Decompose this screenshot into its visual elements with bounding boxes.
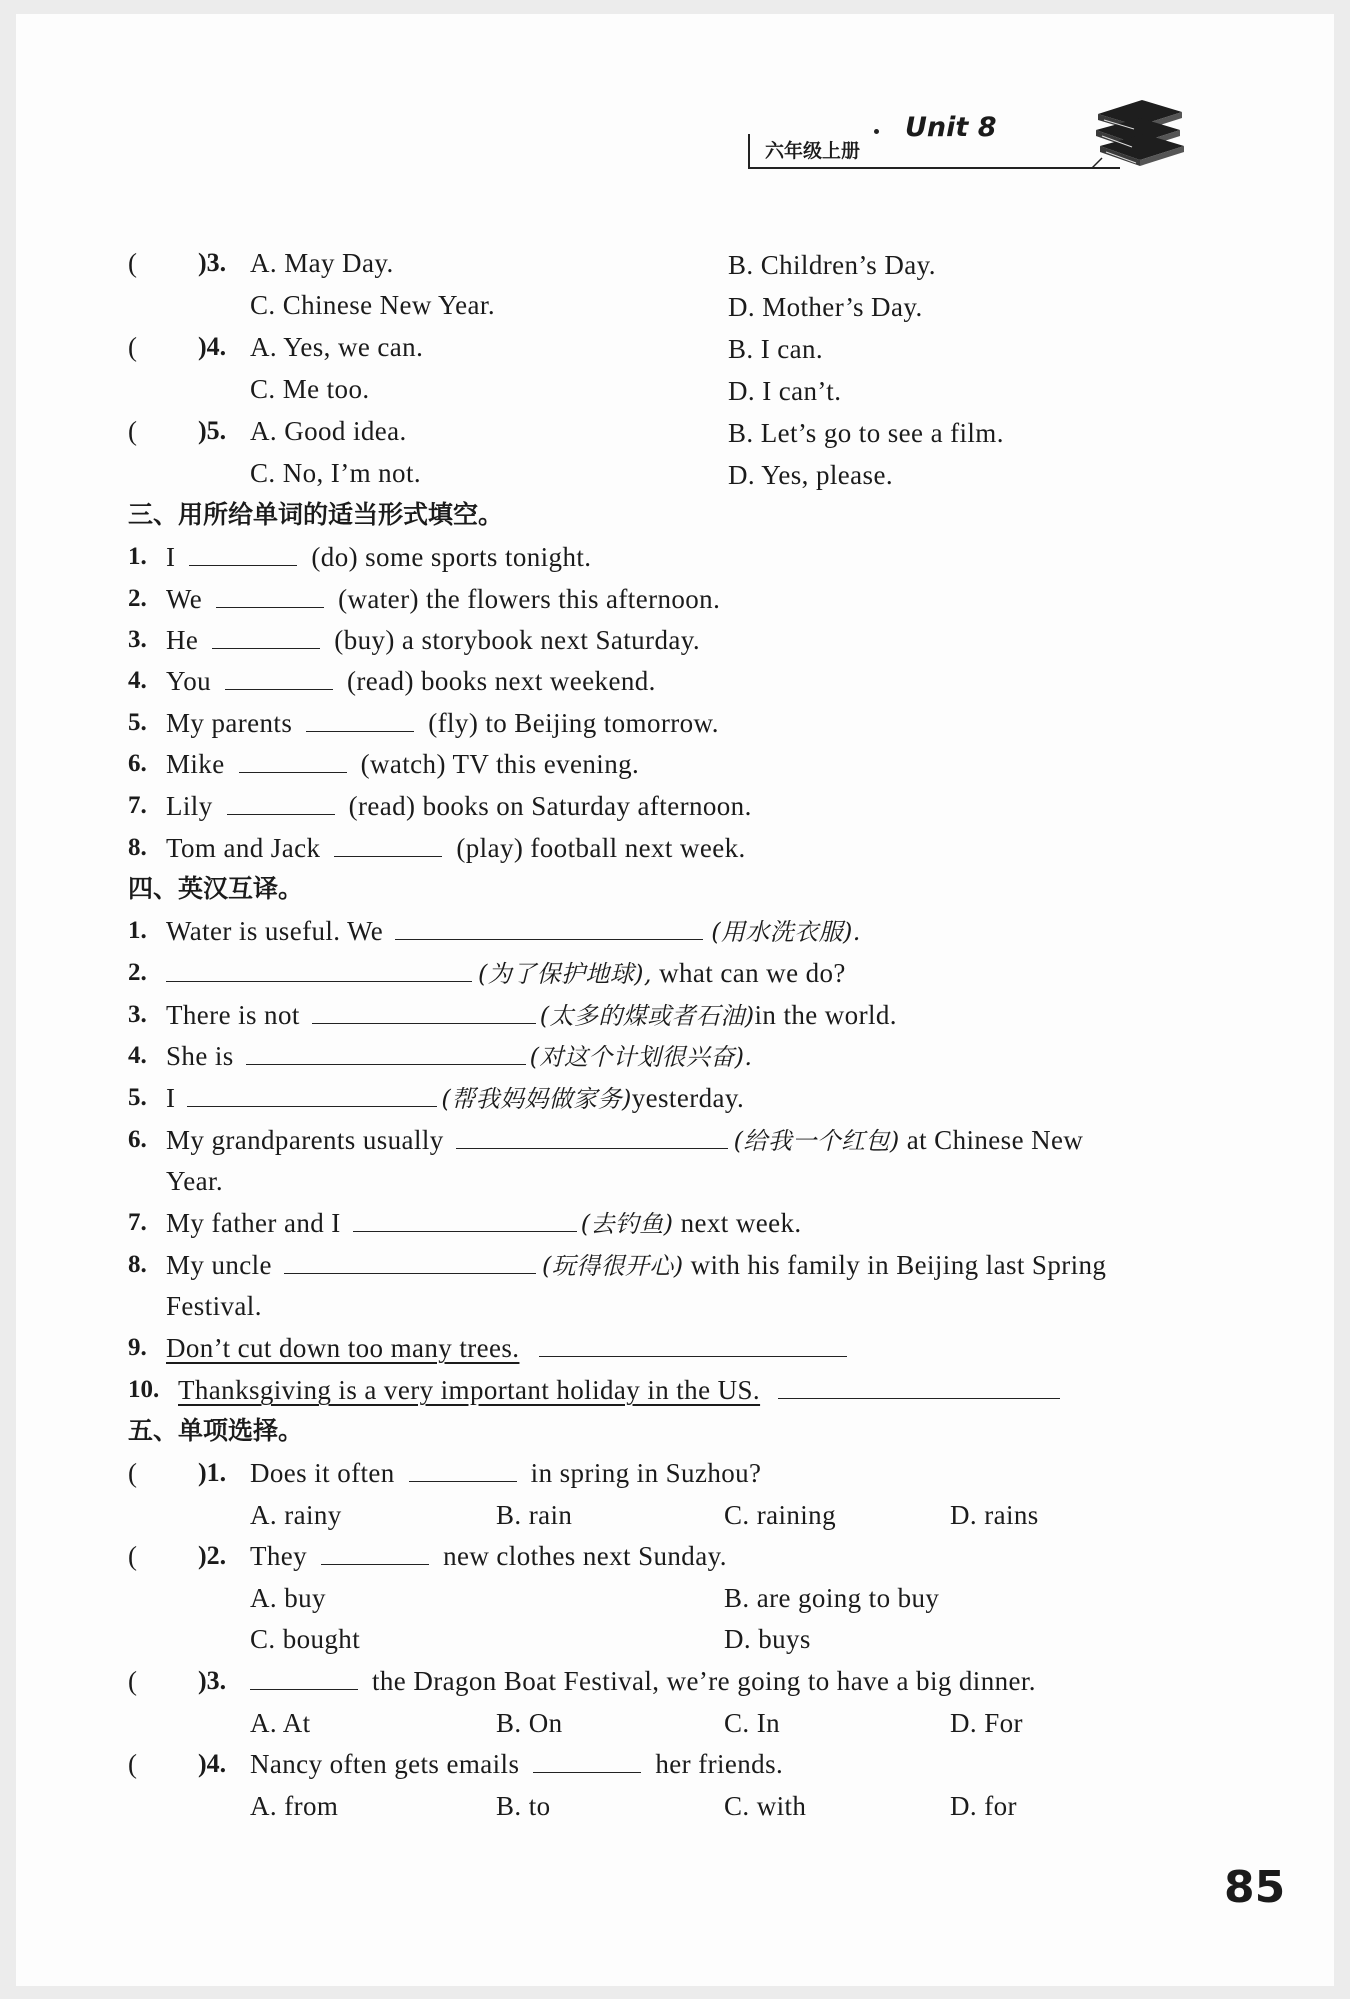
option-b: B. I can. xyxy=(728,334,824,364)
translate-item: My father and I (去钓鱼) next week. xyxy=(166,1208,802,1238)
question-number: )1. xyxy=(198,1458,227,1487)
answer-paren: ( xyxy=(128,1458,137,1488)
option-d: D. I can’t. xyxy=(728,376,842,406)
item-number: 4. xyxy=(128,667,147,694)
translate-item: She is (对这个计划很兴奋). xyxy=(166,1041,753,1071)
question-stem: Does it often in spring in Suzhou? xyxy=(250,1458,762,1488)
translate-item: There is not (太多的煤或者石油)in the world. xyxy=(166,1000,897,1030)
option-a: A. from xyxy=(250,1791,339,1821)
answer-blank[interactable] xyxy=(306,730,414,732)
answer-blank[interactable] xyxy=(239,771,347,773)
header-rule-vertical xyxy=(748,134,750,169)
option-d: D. for xyxy=(950,1791,1017,1821)
book-stack-icon xyxy=(1090,96,1186,176)
answer-paren: ( xyxy=(128,1666,137,1696)
item-number: 6. xyxy=(128,750,147,777)
answer-blank[interactable] xyxy=(189,564,297,566)
translate-item: Water is useful. We (用水洗衣服). xyxy=(166,916,861,946)
fill-item: Mike (watch) TV this evening. xyxy=(166,749,640,779)
question-number: )5. xyxy=(198,416,227,445)
option-a: A. May Day. xyxy=(250,248,394,278)
answer-paren: ( xyxy=(128,332,137,362)
item-number: 3. xyxy=(128,1001,147,1028)
option-c: C. bought xyxy=(250,1624,361,1654)
answer-blank[interactable] xyxy=(334,855,442,857)
option-d: D. rains xyxy=(950,1500,1039,1530)
answer-paren: ( xyxy=(128,1749,137,1779)
answer-blank[interactable] xyxy=(539,1355,847,1357)
page-number: 85 xyxy=(1224,1862,1286,1913)
fill-item: I (do) some sports tonight. xyxy=(166,542,592,572)
option-c: C. raining xyxy=(724,1500,836,1530)
translate-item: I (帮我妈妈做家务)yesterday. xyxy=(166,1083,745,1113)
section-3-title: 三、用所给单词的适当形式填空。 xyxy=(128,500,504,529)
item-number: 10. xyxy=(128,1376,160,1403)
translate-item: (为了保护地球), what can we do? xyxy=(166,960,846,987)
option-d: D. Mother’s Day. xyxy=(728,292,923,322)
option-c: C. In xyxy=(724,1708,780,1738)
option-a: A. rainy xyxy=(250,1500,342,1530)
answer-paren: ( xyxy=(128,1541,137,1571)
translate-item: Thanksgiving is a very important holiday in the US. xyxy=(178,1377,1060,1404)
option-a: A. buy xyxy=(250,1583,326,1613)
fill-item: You (read) books next weekend. xyxy=(166,666,656,696)
continuation-line: Festival. xyxy=(166,1291,262,1321)
unit-label: Unit 8 xyxy=(905,112,997,143)
item-number: 8. xyxy=(128,1251,147,1278)
question-number: )3. xyxy=(198,248,227,277)
option-b: B. to xyxy=(496,1791,551,1821)
option-b: B. rain xyxy=(496,1500,573,1530)
question-stem: the Dragon Boat Festival, we’re going to have a big dinner. xyxy=(250,1668,1036,1695)
question-number: )4. xyxy=(198,332,227,361)
option-c: C. Me too. xyxy=(250,374,370,404)
answer-blank[interactable] xyxy=(166,980,472,982)
answer-blank[interactable] xyxy=(246,1063,526,1065)
item-number: 5. xyxy=(128,1084,147,1111)
header-dot xyxy=(874,129,879,134)
answer-blank[interactable] xyxy=(395,938,703,940)
item-number: 2. xyxy=(128,959,147,986)
item-number: 2. xyxy=(128,585,147,612)
answer-blank[interactable] xyxy=(212,647,320,649)
answer-blank[interactable] xyxy=(284,1272,536,1274)
answer-blank[interactable] xyxy=(456,1147,728,1149)
item-number: 1. xyxy=(128,543,147,570)
option-d: D. For xyxy=(950,1708,1023,1738)
answer-blank[interactable] xyxy=(409,1480,517,1482)
item-number: 8. xyxy=(128,834,147,861)
option-c: C. Chinese New Year. xyxy=(250,290,495,320)
item-number: 4. xyxy=(128,1042,147,1069)
answer-blank[interactable] xyxy=(216,606,324,608)
answer-blank[interactable] xyxy=(187,1105,437,1107)
translate-item: My uncle (玩得很开心) with his family in Beijing last Spring xyxy=(166,1250,1107,1280)
question-number: )2. xyxy=(198,1541,227,1570)
item-number: 3. xyxy=(128,626,147,653)
question-stem: They new clothes next Sunday. xyxy=(250,1541,727,1571)
item-number: 6. xyxy=(128,1126,147,1153)
option-a: A. At xyxy=(250,1708,311,1738)
header-rule xyxy=(748,167,1120,169)
option-c: C. No, I’m not. xyxy=(250,458,421,488)
option-b: B. Children’s Day. xyxy=(728,250,936,280)
answer-blank[interactable] xyxy=(250,1688,358,1690)
option-b: B. On xyxy=(496,1708,563,1738)
item-number: 9. xyxy=(128,1334,147,1361)
fill-item: We (water) the flowers this afternoon. xyxy=(166,584,721,614)
item-number: 7. xyxy=(128,1209,147,1236)
translate-item: Don’t cut down too many trees. xyxy=(166,1335,847,1362)
answer-blank[interactable] xyxy=(225,688,333,690)
answer-blank[interactable] xyxy=(533,1771,641,1773)
continuation-line: Year. xyxy=(166,1166,224,1196)
fill-item: Tom and Jack (play) football next week. xyxy=(166,833,746,863)
section-5-title: 五、单项选择。 xyxy=(128,1416,304,1445)
item-number: 5. xyxy=(128,709,147,736)
answer-blank[interactable] xyxy=(312,1022,536,1024)
answer-paren: ( xyxy=(128,248,137,278)
item-number: 7. xyxy=(128,792,147,819)
question-number: )3. xyxy=(198,1666,227,1695)
option-b: B. Let’s go to see a film. xyxy=(728,418,1004,448)
option-c: C. with xyxy=(724,1791,807,1821)
question-number: )4. xyxy=(198,1749,227,1778)
translate-item: My grandparents usually (给我一个红包) at Chinese New xyxy=(166,1125,1084,1155)
question-stem: Nancy often gets emails her friends. xyxy=(250,1749,784,1779)
option-a: A. Good idea. xyxy=(250,416,407,446)
option-a: A. Yes, we can. xyxy=(250,332,424,362)
answer-paren: ( xyxy=(128,416,137,446)
option-b: B. are going to buy xyxy=(724,1583,940,1613)
option-d: D. buys xyxy=(724,1624,811,1654)
grade-label: 六年级上册 xyxy=(765,140,861,162)
section-4-title: 四、英汉互译。 xyxy=(128,874,304,903)
fill-item: He (buy) a storybook next Saturday. xyxy=(166,625,701,655)
answer-blank[interactable] xyxy=(353,1230,577,1232)
item-number: 1. xyxy=(128,917,147,944)
fill-item: Lily (read) books on Saturday afternoon. xyxy=(166,791,752,821)
answer-blank[interactable] xyxy=(321,1563,429,1565)
option-d: D. Yes, please. xyxy=(728,460,893,490)
answer-blank[interactable] xyxy=(778,1397,1060,1399)
answer-blank[interactable] xyxy=(227,813,335,815)
fill-item: My parents (fly) to Beijing tomorrow. xyxy=(166,708,719,738)
